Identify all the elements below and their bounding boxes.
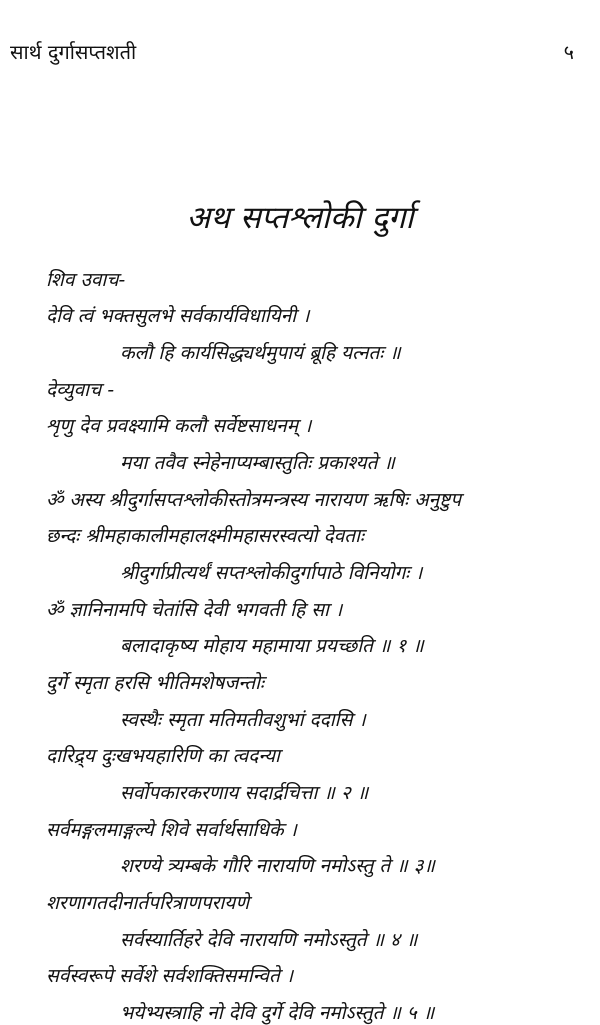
verse-line: सर्वस्वरूपे सर्वेशे सर्वशक्तिसमन्विते । [46, 965, 294, 987]
page-number: ५ [563, 40, 574, 64]
verse-line: ॐ ज्ञानिनामपि चेतांसि देवी भगवती हि सा । [46, 599, 343, 621]
verse-line: स्वस्थैः स्मृता मतिमतीवशुभां ददासि । [120, 709, 366, 731]
verse-line: ॐ अस्य श्रीदुर्गासप्तश्लोकीस्तोत्रमन्त्रस्य नारायण ऋषिः अनुष्टुप [46, 489, 462, 511]
verse-line: दुर्गे स्मृता हरसि भीतिमशेषजन्तोः [46, 672, 264, 694]
verse-line: श्रीदुर्गाप्रीत्यर्थं सप्तश्लोकीदुर्गापाठे विनियोगः । [120, 562, 423, 584]
verse-line: मया तवैव स्नेहेनाप्यम्बास्तुतिः प्रकाश्यते ॥ [120, 452, 395, 474]
chapter-title: अथ सप्तश्लोकी दुर्गा [186, 200, 414, 236]
verse-line: शरणागतदीनार्तपरित्राणपरायणे [46, 892, 250, 914]
verse-line: देवि त्वं भक्तसुलभे सर्वकार्यविधायिनी । [46, 305, 310, 327]
verse-line: कलौ हि कार्यसिद्ध्यर्थमुपायं ब्रूहि यत्नतः ॥ [120, 342, 401, 364]
verse-line: शृणु देव प्रवक्ष्यामि कलौ सर्वेष्टसाधनम् । [46, 415, 312, 437]
verse-line: शरण्ये त्र्यम्बके गौरि नारायणि नमोऽस्तु ते ॥ ३॥ [120, 855, 435, 877]
verse-line: दारिद्र्य दुःखभयहारिणि का त्वदन्या [46, 745, 280, 767]
verse-line: छन्दः श्रीमहाकालीमहालक्ष्मीमहासरस्वत्यो देवताः [46, 525, 364, 547]
verse-line: सर्वस्यार्तिहरे देवि नारायणि नमोऽस्तुते ॥ ४ ॥ [120, 929, 418, 951]
running-header-title: सार्थ दुर्गासप्तशती [10, 40, 137, 64]
verse-line: बलादाकृष्य मोहाय महामाया प्रयच्छति ॥ १ ॥ [120, 635, 424, 657]
verse-line: सर्वमङ्गलमाङ्गल्ये शिवे सर्वार्थसाधिके । [46, 819, 297, 841]
verse-line: देव्युवाच - [46, 379, 115, 401]
verse-line: सर्वोपकारकरणाय सदार्द्रचित्ता ॥ २ ॥ [120, 782, 369, 804]
verse-line: भयेभ्यस्त्राहि नो देवि दुर्गे देवि नमोऽस्तुते ॥ ५ ॥ [120, 1002, 435, 1024]
verse-line: शिव उवाच- [46, 269, 126, 291]
